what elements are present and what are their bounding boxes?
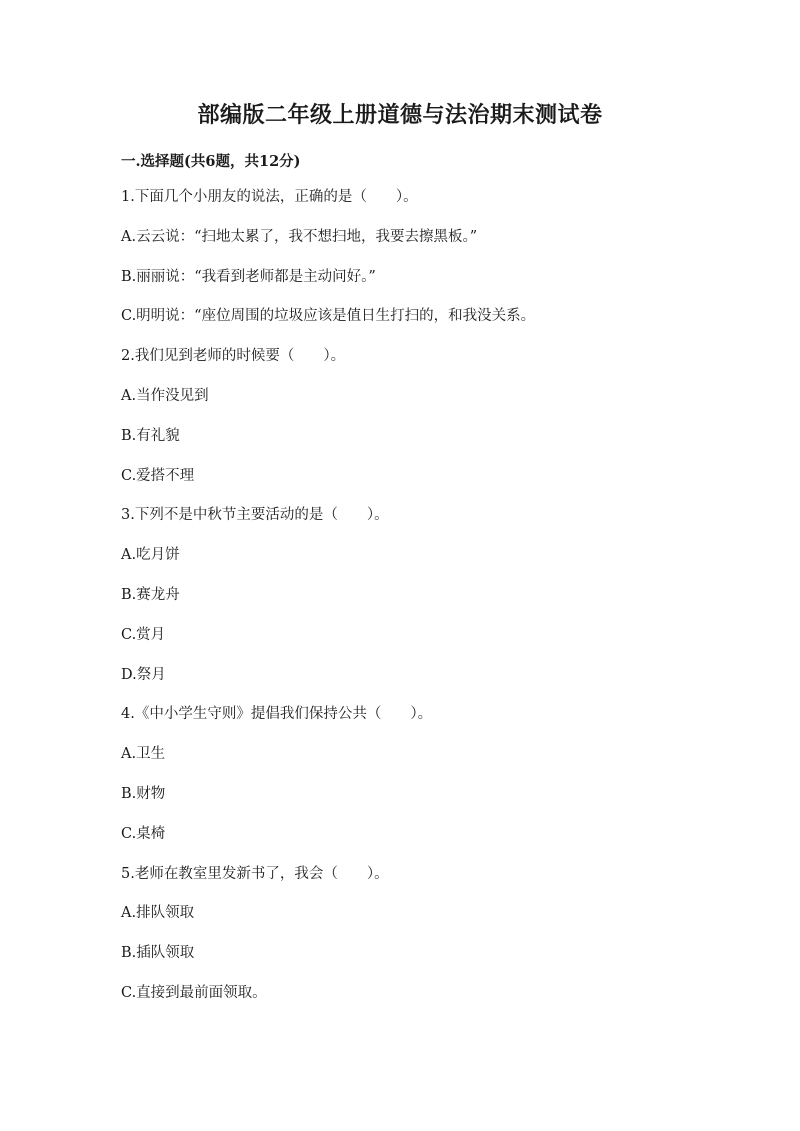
section-heading: 一.选择题(共6题，共12分) [121, 153, 301, 170]
page-title: 部编版二年级上册道德与法治期末测试卷 [197, 102, 603, 128]
question-5-stem: 5.老师在教室里发新书了，我会（ ）。 [121, 865, 389, 882]
question-5-option-a: A.排队领取 [121, 905, 195, 922]
question-2-option-c: C.爱搭不理 [121, 467, 195, 484]
question-4-option-b: B.财物 [121, 785, 166, 802]
question-1-stem: 1.下面几个小朋友的说法，正确的是（ ）。 [121, 189, 418, 205]
question-1-option-b: B.丽丽说：“我看到老师都是主动问好。” [121, 268, 376, 285]
question-2-option-b: B.有礼貌 [121, 427, 180, 444]
question-list [121, 181, 741, 1017]
question-4-stem: 4.《中小学生守则》提倡我们保持公共（ ）。 [121, 706, 433, 723]
question-3-stem: 3.下列不是中秋节主要活动的是（ ）。 [121, 507, 389, 524]
question-3-option-d: D.祭月 [121, 666, 166, 683]
question-1-option-c: C.明明说：“座位周围的垃圾应该是值日生打扫的，和我没关系。 [121, 308, 536, 325]
question-3-option-c: C.赏月 [121, 626, 166, 643]
question-3-option-b: B.赛龙舟 [121, 586, 180, 603]
question-3-option-a: A.吃月饼 [121, 547, 180, 564]
question-4-option-c: C.桌椅 [121, 825, 166, 842]
question-2-stem: 2.我们见到老师的时候要（ ）。 [121, 348, 346, 365]
question-4-option-a: A.卫生 [121, 746, 166, 763]
question-5-option-c: C.直接到最前面领取。 [121, 984, 267, 1001]
question-2-option-a: A.当作没见到 [121, 387, 209, 404]
question-5-option-b: B.插队领取 [121, 945, 195, 962]
question-1-option-a: A.云云说：“扫地太累了，我不想扫地，我要去擦黑板。” [121, 228, 478, 245]
